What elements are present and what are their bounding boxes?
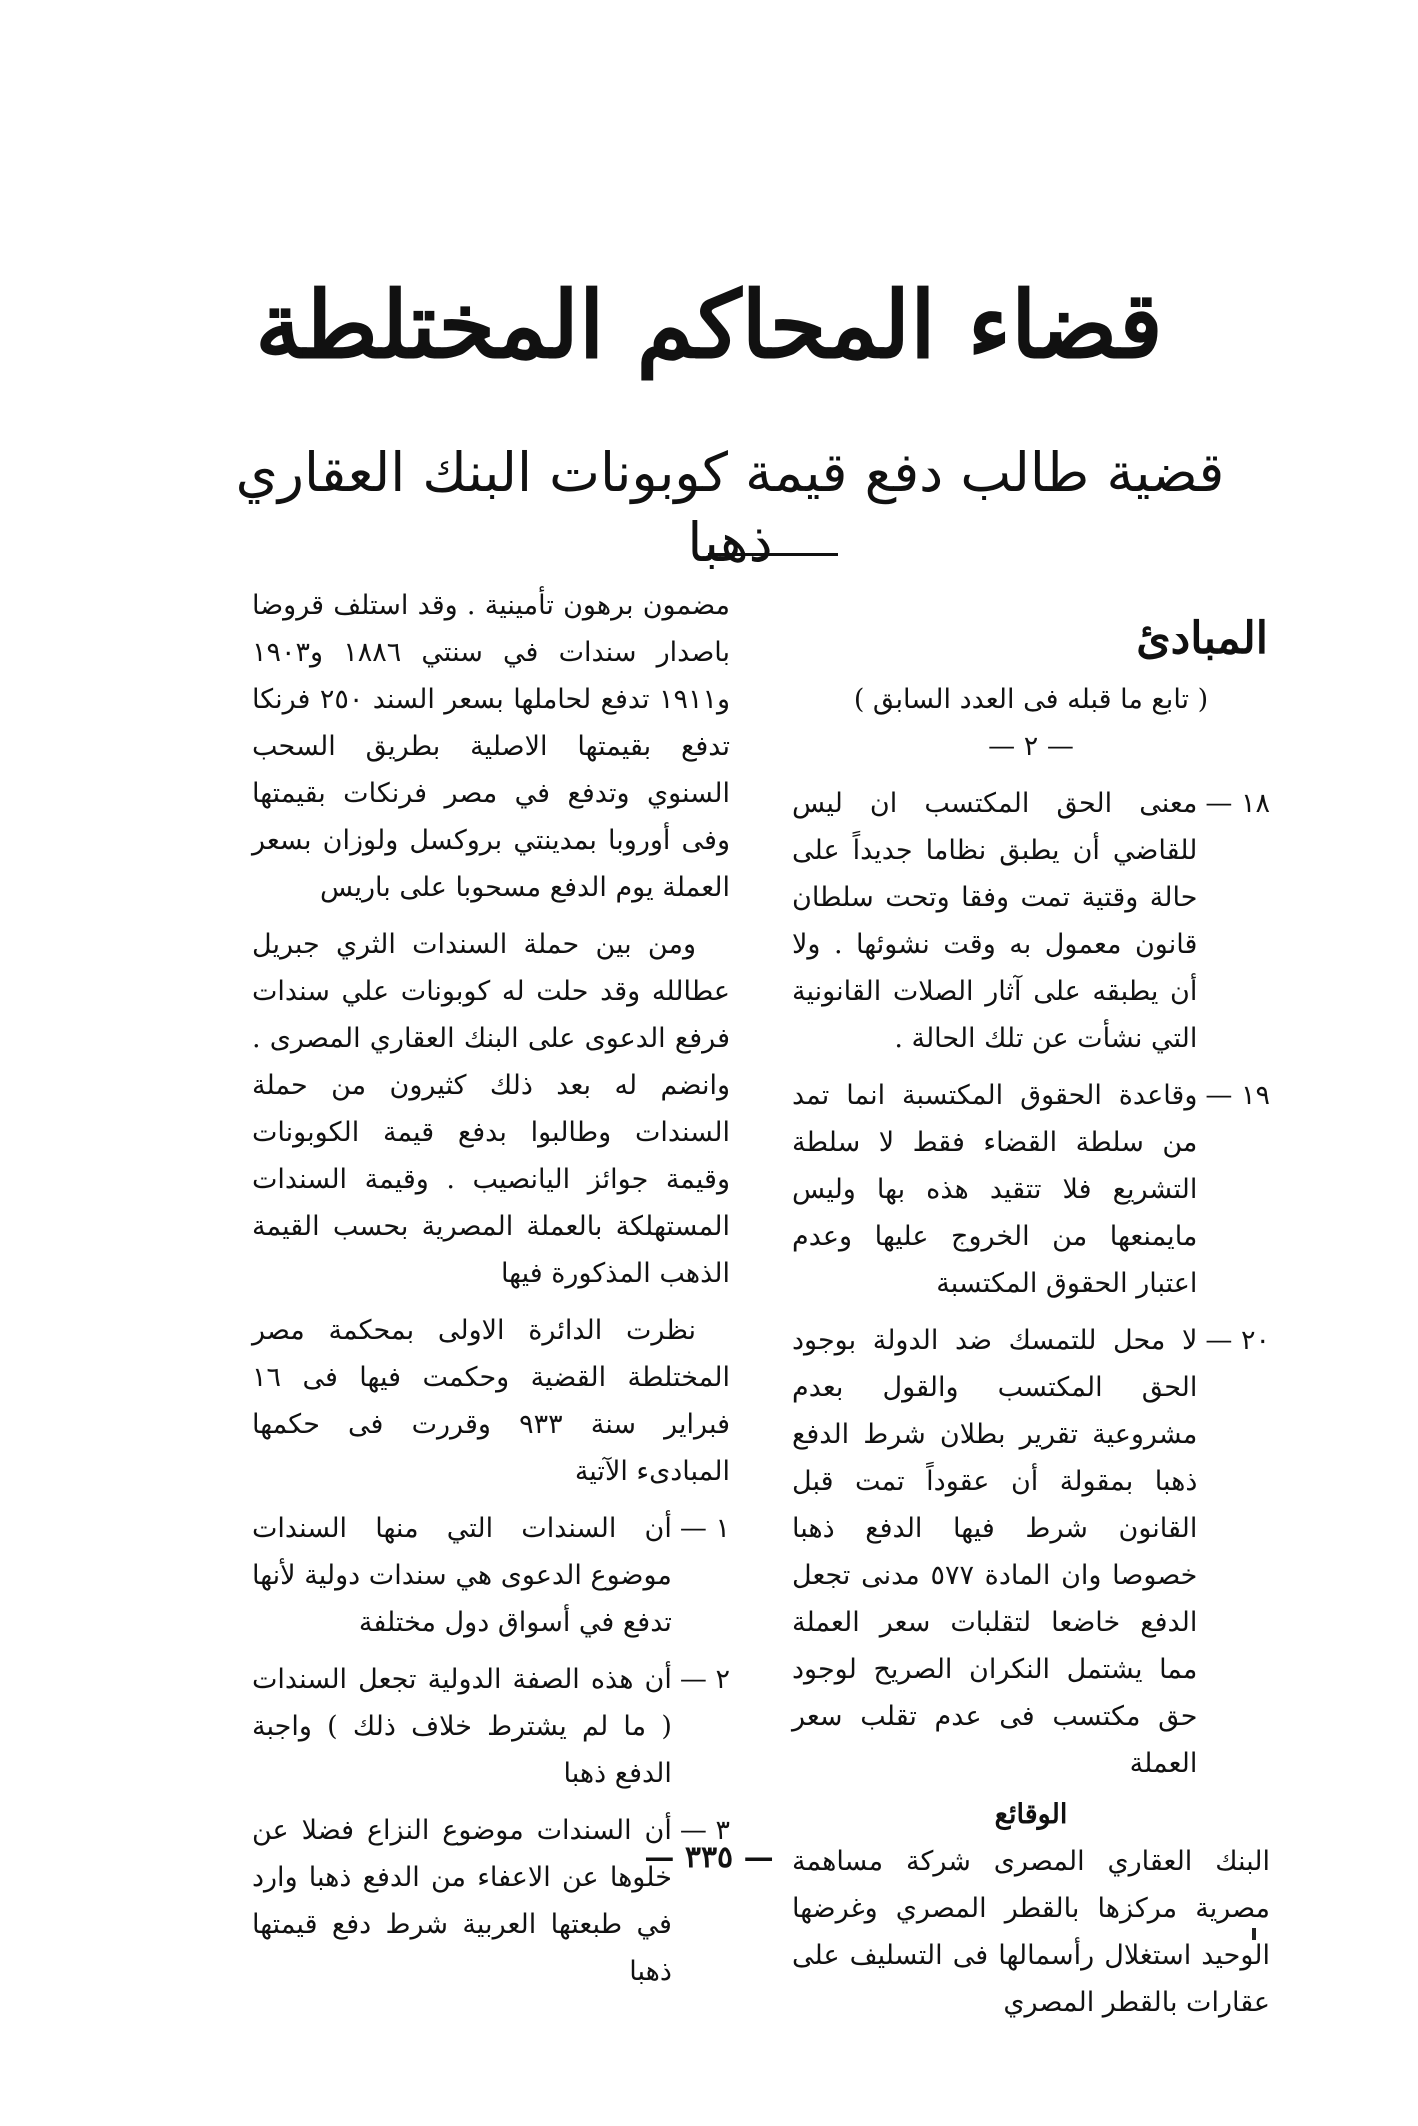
case-subtitle: قضية طالب دفع قيمة كوبونات البنك العقاري ذهبا [235,441,1225,575]
principle-item [792,780,1270,1062]
holders-paragraph: ومن بين حملة السندات الثري جبريل عطالله وقد حلت له كوبونات علي سندات فرفع الدعوى على البنك العقاري المصرى . وانضم له بعد ذلك كثيرون من حملة السندات وطالبوا بدفع قيمة الكوبونات وقيمة جوائز اليانصيب . وقيمة السندات المستهلكة بالعملة المصرية بحسب القيمة الذهب المذكورة فيها [252,929,730,1289]
principle-number: ١٨ — [1205,788,1270,819]
page-title: قضاء المحاكم المختلطة [255,271,1163,379]
margin-mark [1252,1928,1256,1940]
principle-text: لا محل للتمسك ضد الدولة بوجود الحق المكتسب والقول بعدم مشروعية تقرير بطلان شرط الدفع ذهبا بمقولة أن عقوداً تمت قبل القانون شرط فيها الدفع ذهبا خصوصا وان المادة ٥٧٧ مدنى تجعل الدفع خاضعا لتقلبات سعر العملة مما يشتمل النكران الصريح لوجود حق مكتسب فى عدم تقلب سعر العملة [792,1325,1198,1779]
ruling-text: أن السندات التي منها السندات موضوع الدعوى هي سندات دولية لأنها تدفع في أسواق دول مختلفة [252,1513,672,1638]
principles-heading: المبادئ [1136,613,1268,664]
continued-note: ( تابع ما قبله فى العدد السابق ) [853,684,1209,715]
ruling-item [252,1807,730,1995]
ruling-text: أن هذه الصفة الدولية تجعل السندات ( ما لم يشترط خلاف ذلك ) واجبة الدفع ذهبا [252,1664,672,1789]
left-column [252,582,730,1995]
right-column [792,608,1270,2026]
ruling-number: ٢ — [679,1664,730,1695]
principle-item [792,1072,1270,1307]
title-divider [708,553,838,556]
intro-paragraph: مضمون برهون تأمينية . وقد استلف قروضا باصدار سندات في سنتي ١٨٨٦ و١٩٠٣ و١٩١١ تدفع لحاملها بسعر السند ٢٥٠ فرنكا تدفع بقيمتها الاصلية بطريق السحب السنوي وتدفع في مصر فرنكات بقيمتها وفى أوروبا بمدينتي بروكسل ولوزان بسعر العملة يوم الدفع مسحوبا على باريس [252,590,731,903]
page-number: — ٣٣٥ — [644,1840,774,1875]
court-paragraph: نظرت الدائرة الاولى بمحكمة مصر المختلطة القضية وحكمت فيها فى ١٦ فبراير سنة ٩٣٣ وقررت فى حكمها المبادىء الآتية [252,1315,730,1487]
facts-paragraph: البنك العقاري المصرى شركة مساهمة مصرية مركزها بالقطر المصري وغرضها الوحيد استغلال رأسمالها فى التسليف على عقارات بالقطر المصري [792,1846,1270,2018]
principle-text: وقاعدة الحقوق المكتسبة انما تمد من سلطة القضاء فقط لا سلطة التشريع فلا تتقيد هذه بها وليس مايمنعها من الخروج عليها وعدم اعتبار الحقوق المكتسبة [792,1080,1198,1299]
ruling-number: ١ — [679,1513,730,1544]
ruling-item [252,1505,730,1646]
ruling-item [252,1656,730,1797]
principle-text: معنى الحق المكتسب ان ليس للقاضي أن يطبق نظاما جديداً على حالة وقتية تمت وفقا وتحت سلطان قانون معمول به وقت نشوئها . ولا أن يطبقه على آثار الصلات القانونية التي نشأت عن تلك الحالة . [792,788,1198,1054]
facts-heading: الوقائع [994,1799,1068,1830]
principle-number: ٢٠ — [1205,1325,1270,1356]
ruling-number: ٣ — [679,1815,730,1846]
part-marker: — ٢ — [988,731,1074,762]
principle-item [792,1317,1270,1787]
ruling-text: أن السندات موضوع النزاع فضلا عن خلوها عن الاعفاء من الدفع ذهبا وارد في طبعتها العربية شرط دفع قيمتها ذهبا [252,1815,672,1987]
principle-number: ١٩ — [1205,1080,1270,1111]
